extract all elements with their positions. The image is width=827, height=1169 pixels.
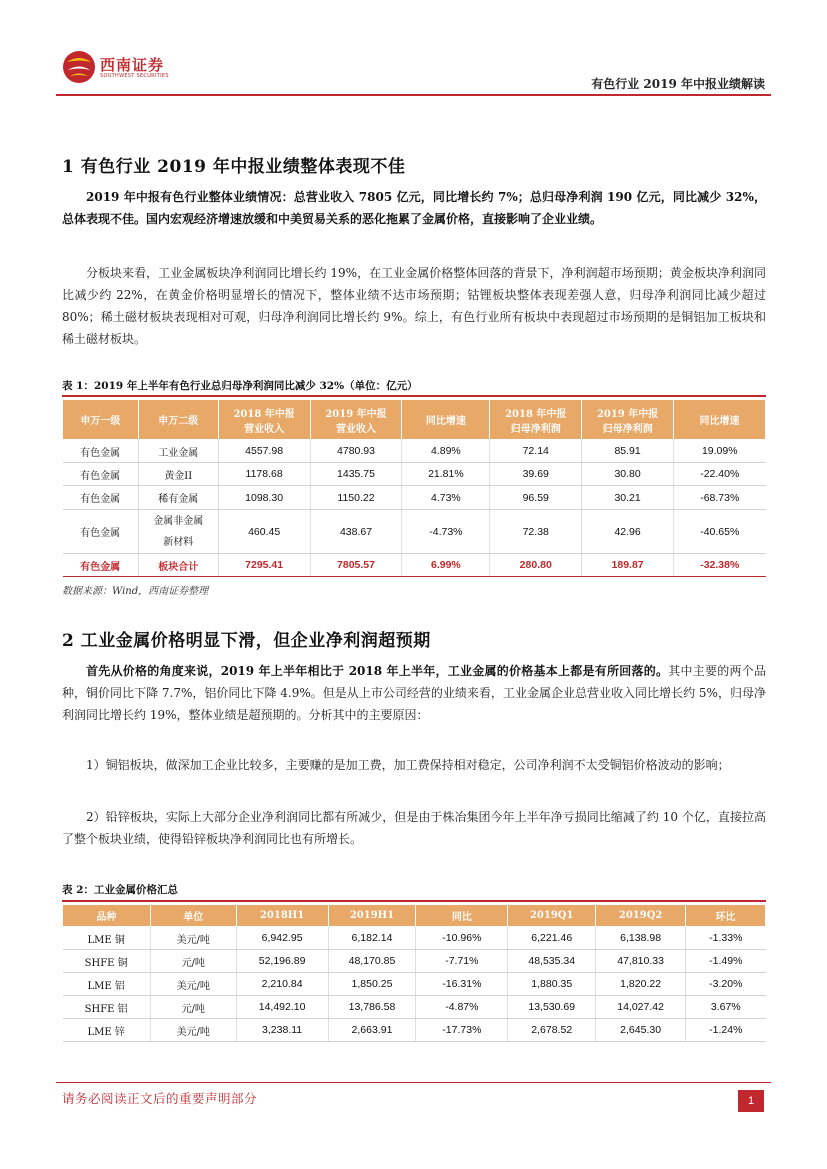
table-1-title: 表 1：2019 年上半年有色行业总归母净利润同比减少 32%（单位：亿元）	[62, 380, 418, 392]
table-row: SHFE 铜 元/吨 52,196.89 48,170.85 -7.71% 48,535.34 47,810.33 -1.49%	[63, 950, 766, 973]
footer-divider	[56, 1082, 771, 1083]
table-total-row: 有色金属 板块合计 7295.41 7805.57 6.99% 280.80 189.87 -32.38%	[63, 554, 766, 577]
table-2-header: 品种	[63, 905, 151, 927]
brand-name-en: SOUTHWEST SECURITIES	[100, 73, 169, 79]
section-2-point-2: 2）铅锌板块，实际上大部分企业净利润同比都有所减少，但是由于株冶集团今年上半年净亏损同比缩减了约 10 个亿，直接拉高了整个板块业绩，使得铅锌板块净利润同比也有所增长。	[62, 810, 766, 846]
table-2	[62, 904, 766, 1042]
table-1-header: 同比增速	[402, 400, 490, 440]
page-number: 1	[738, 1090, 764, 1112]
section-1-analysis: 分板块来看，工业金属板块净利润同比增长约 19%，在工业金属价格整体回落的背景下，净利润超市场预期；黄金板块净利润同比减少约 22%，在黄金价格明显增长的情况下，整体业绩不达市场预期；钴锂板块整体表现差强人意，归母净利润同比减少超过 80%；稀土磁材板块表现相对可观，归母净利润同比增长约 9%。综上，有色行业所有板块中表现超过市场预期的是铜铝加工板块和稀土磁材板块。	[62, 266, 766, 346]
table-1-header: 2019 年中报 归母净利润	[582, 400, 674, 440]
brand-name: 西南证券	[100, 56, 165, 74]
table-1	[62, 399, 766, 577]
section-2-point-1: 1）铜铝板块，做深加工企业比较多，主要赚的是加工费，加工费保持相对稳定，公司净利润不太受铜铝价格波动的影响；	[86, 758, 730, 772]
table-row: 有色金属 稀有金属 1098.30 1150.22 4.73% 96.59 30.21 -68.73%	[63, 486, 766, 510]
section-2-intro	[62, 660, 766, 726]
table-1-source: 数据来源：Wind，西南证券整理	[62, 586, 209, 597]
section-2-intro-rest: 其中主要的两个品种，铜价同比下降 7.7%，铝价同比下降 4.9%。但是从上市公司经营的业绩来看，工业金属企业总营业收入同比增长约 5%，归母净利润同比增长约 19%，整体业绩是超预期的。分析其中的主要原因：	[62, 664, 766, 722]
table-2-header: 单位	[150, 905, 236, 927]
southwest-securities-logo-icon	[62, 50, 96, 84]
table-2-header: 2019Q2	[596, 905, 686, 927]
section-1-heading: 1 有色行业 2019 年中报业绩整体表现不佳	[62, 157, 406, 177]
table-2-header: 2019H1	[328, 905, 416, 927]
table-2-header: 同比	[416, 905, 508, 927]
table-2-title: 表 2：工业金属价格汇总	[62, 884, 178, 896]
table-row: LME 铝 美元/吨 2,210.84 1,850.25 -16.31% 1,880.35 1,820.22 -3.20%	[63, 973, 766, 996]
page-header	[0, 0, 827, 100]
table-1-header: 申万一级	[63, 400, 139, 440]
table-2-header: 2018H1	[236, 905, 328, 927]
section-1-summary-bold: 2019 年中报有色行业整体业绩情况：总营业收入 7805 亿元，同比增长约 7%；总归母净利润 190 亿元，同比减少 32%，总体表现不佳。国内宏观经济增速放缓和中美贸易关系的恶化拖累了金属价格，直接影响了企业业绩。	[62, 190, 766, 226]
table-1-header: 同比增速	[674, 400, 766, 440]
table-row: SHFE 铝 元/吨 14,492.10 13,786.58 -4.87% 13,530.69 14,027.42 3.67%	[63, 996, 766, 1019]
table-1-header: 2018 年中报 归母净利润	[490, 400, 582, 440]
table-2-header: 环比	[686, 905, 766, 927]
table-1-header: 2018 年中报 营业收入	[218, 400, 310, 440]
table-1-header: 申万二级	[138, 400, 218, 440]
table-row: 有色金属 工业金属 4557.98 4780.93 4.89% 72.14 85.91 19.09%	[63, 440, 766, 463]
document-title: 有色行业 2019 年中报业绩解读	[591, 77, 765, 91]
table-row: 有色金属 黄金II 1178.68 1435.75 21.81% 39.69 30.80 -22.40%	[63, 463, 766, 486]
section-2-heading: 2 工业金属价格明显下滑，但企业净利润超预期	[62, 631, 431, 651]
section-2-intro-bold: 首先从价格的角度来说，2019 年上半年相比于 2018 年上半年，工业金属的价格基本上都是有所回落的。	[86, 664, 669, 678]
header-divider	[56, 94, 771, 96]
table-row: LME 铜 美元/吨 6,942.95 6,182.14 -10.96% 6,221.46 6,138.98 -1.33%	[63, 927, 766, 950]
section-1-summary	[62, 186, 766, 230]
table-row: 有色金属 金属非金属 新材料 460.45 438.67 -4.73% 72.38 42.96 -40.65%	[63, 510, 766, 554]
disclaimer-notice: 请务必阅读正文后的重要声明部分	[62, 1091, 258, 1106]
table-row: LME 锌 美元/吨 3,238.11 2,663.91 -17.73% 2,678.52 2,645.30 -1.24%	[63, 1019, 766, 1042]
table-2-header: 2019Q1	[508, 905, 596, 927]
table-1-header: 2019 年中报 营业收入	[310, 400, 402, 440]
